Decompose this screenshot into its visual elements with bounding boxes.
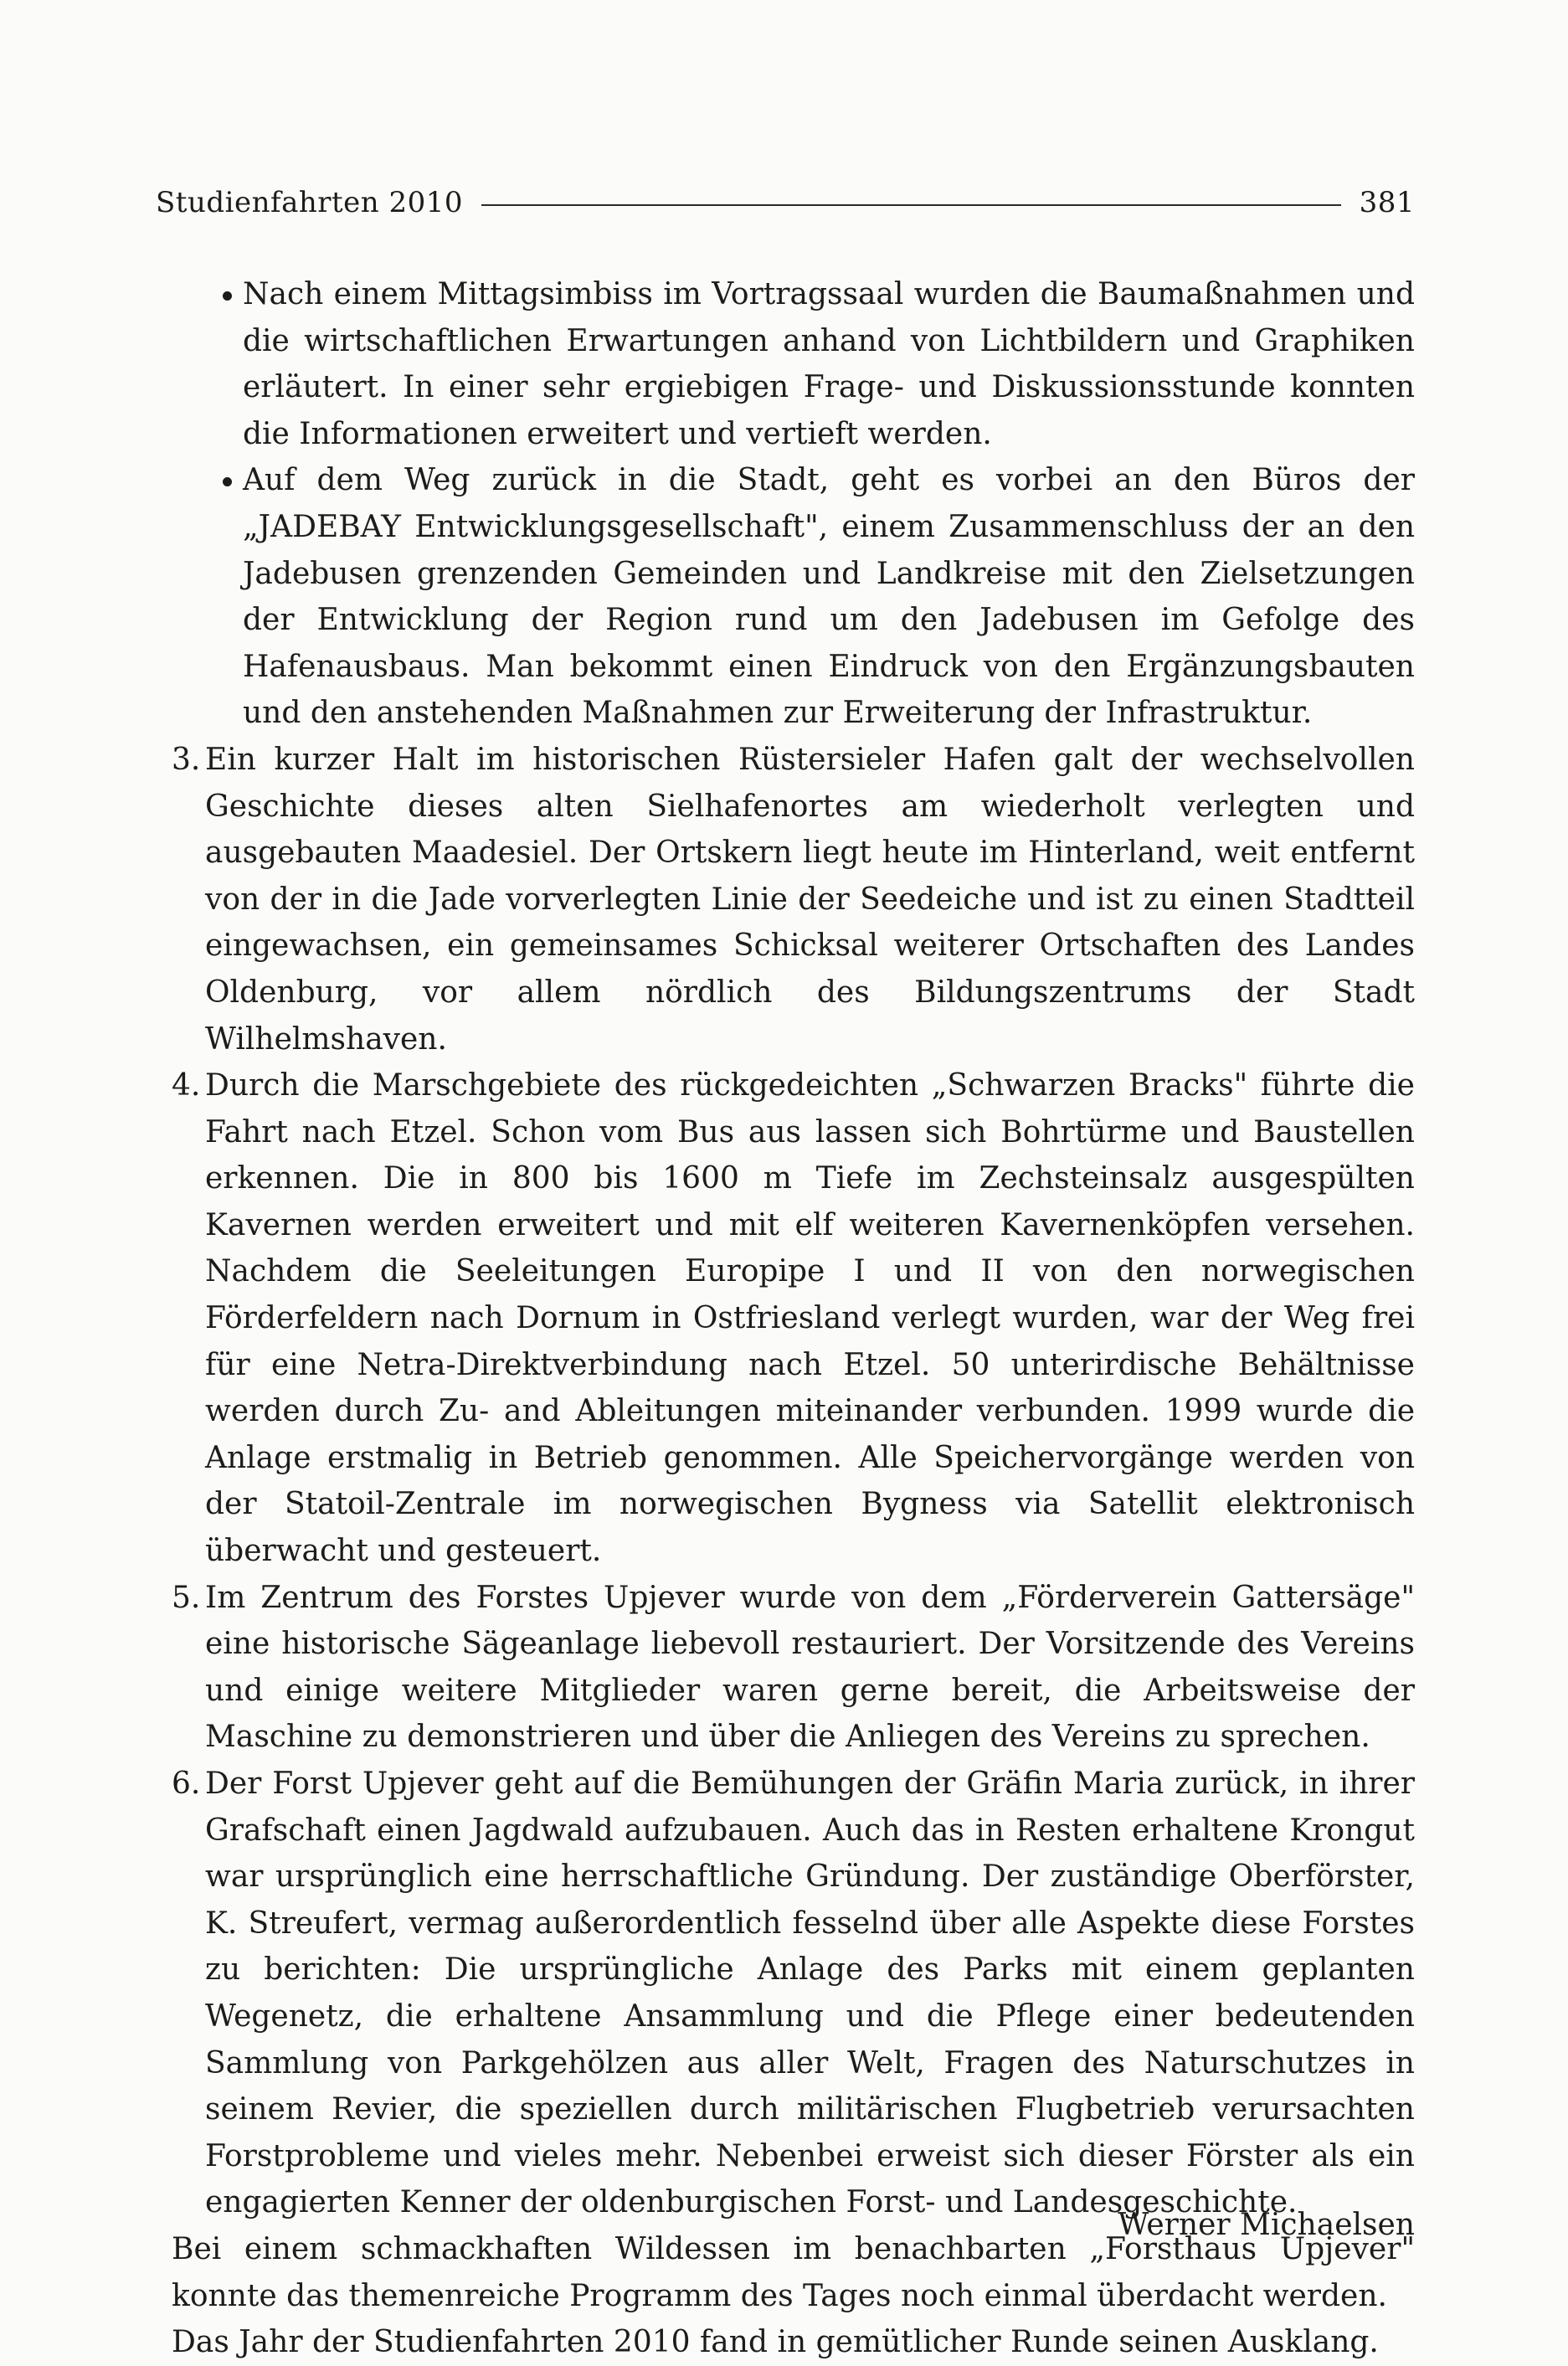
item-text: Ein kurzer Halt im historischen Rüstersieler Hafen galt der wechselvollen Geschichte dieses alten Sielhafenortes am wiederholt verlegten und ausgebauten Maadesiel. Der Ortskern liegt heute im Hinterland, weit entfernt von der in die Jade vorverlegten Linie der Seedeiche und ist zu einen Stadtteil eingewachsen, ein gemeinsames Schicksal weiterer Ortschaften des Landes Oldenburg, vor allem nördlich des Bildungszentrums der Stadt Wilhelmshaven.	[205, 742, 1415, 1057]
bullet-item	[218, 271, 1415, 457]
numbered-item	[172, 1062, 1415, 1575]
bullet-icon	[218, 271, 243, 457]
numbered-item	[172, 1575, 1415, 1761]
running-title: Studienfahrten 2010	[156, 186, 464, 219]
item-number: 3.	[172, 742, 201, 777]
closing-paragraph: Das Jahr der Studienfahrten 2010 fand in gemütlicher Runde seinen Ausklang.	[172, 2325, 1379, 2360]
item-text: Im Zentrum des Forstes Upjever wurde von dem „Förderverein Gattersäge" eine historische Sägeanlage liebevoll restauriert. Der Vorsitzende des Vereins und einige weitere Mitglieder waren gerne bereit, die Arbeitsweise der Maschine zu demonstrieren und über die Anliegen des Vereins zu sprechen.	[205, 1580, 1415, 1755]
bullet-text: Auf dem Weg zurück in die Stadt, geht es vorbei an den Büros der „JADEBAY Entwicklungsgesellschaft", einem Zusammenschluss der an den Jadebusen grenzenden Gemeinden und Landkreise mit den Zielsetzungen der Entwicklung der Region rund um den Jadebusen im Gefolge des Hafenausbaus. Man bekommt einen Eindruck von den Ergänzungsbauten und den anstehenden Maßnahmen zur Erweiterung der Infrastruktur.	[243, 463, 1415, 731]
author-signature: Werner Michaelsen	[1118, 2208, 1415, 2242]
item-text: Der Forst Upjever geht auf die Bemühungen der Gräfin Maria zurück, in ihrer Grafschaft einen Jagdwald aufzubauen. Auch das in Resten erhaltene Krongut war ursprünglich eine herrschaftliche Gründung. Der zuständige Oberförster, K. Streufert, vermag außerordentlich fesselnd über alle Aspekte diese Forstes zu berichten: Die ursprüngliche Anlage des Parks mit einem geplanten Wegenetz, die erhaltene Ansammlung und die Pflege einer bedeutenden Sammlung von Parkgehölzen aus aller Welt, Fragen des Naturschutzes in seinem Revier, die speziellen durch militärischen Flugbetrieb verursachten Forstprobleme und vieles mehr. Nebenbei erweist sich dieser Förster als ein engagierten Kenner der oldenburgischen Forst- und Landesgeschichte.	[205, 1767, 1415, 2220]
running-header	[156, 177, 1415, 228]
bullet-text: Nach einem Mittagsimbiss im Vortragssaal wurden die Baumaßnahmen und die wirtschaftlichen Erwartungen anhand von Lichtbildern und Graphiken erläutert. In einer sehr ergiebigen Frage- und Diskussionsstunde konnten die Informationen erweitert und vertieft werden.	[243, 277, 1415, 451]
bullet-icon	[218, 457, 243, 737]
item-text: Durch die Marschgebiete des rückgedeichten „Schwarzen Bracks" führte die Fahrt nach Etzel. Schon vom Bus aus lassen sich Bohrtürme und Baustellen erkennen. Die in 800 bis 1600 m Tiefe im Zechsteinsalz ausgespülten Kavernen werden erweitert und mit elf weiteren Kavernenköpfen versehen. Nachdem die Seeleitungen Europipe I und II von den norwegischen Förderfeldern nach Dornum in Ostfriesland verlegt wurden, war der Weg frei für eine Netra-Direktverbindung nach Etzel. 50 unterirdische Behältnisse werden durch Zu- and Ableitungen miteinander verbunden. 1999 wurde die Anlage erstmalig in Betrieb genommen. Alle Speichervorgänge werden von der Statoil-Zentrale im norwegischen Bygness via Satellit elektronisch überwacht und gesteuert.	[205, 1068, 1415, 1569]
item-number: 6.	[172, 1767, 201, 1801]
header-rule	[481, 204, 1341, 206]
closing-paragraph: Bei einem schmackhaften Wildessen im benachbarten „Forsthaus Upjever" konnte das themenreiche Programm des Tages noch einmal überdacht werden.	[172, 2231, 1415, 2313]
page-number: 381	[1359, 186, 1415, 219]
bullet-item	[218, 457, 1415, 737]
item-number: 4.	[172, 1068, 201, 1103]
numbered-item	[172, 1761, 1415, 2226]
item-number: 5.	[172, 1580, 201, 1615]
numbered-item	[172, 737, 1415, 1062]
body-text	[172, 271, 1415, 2366]
